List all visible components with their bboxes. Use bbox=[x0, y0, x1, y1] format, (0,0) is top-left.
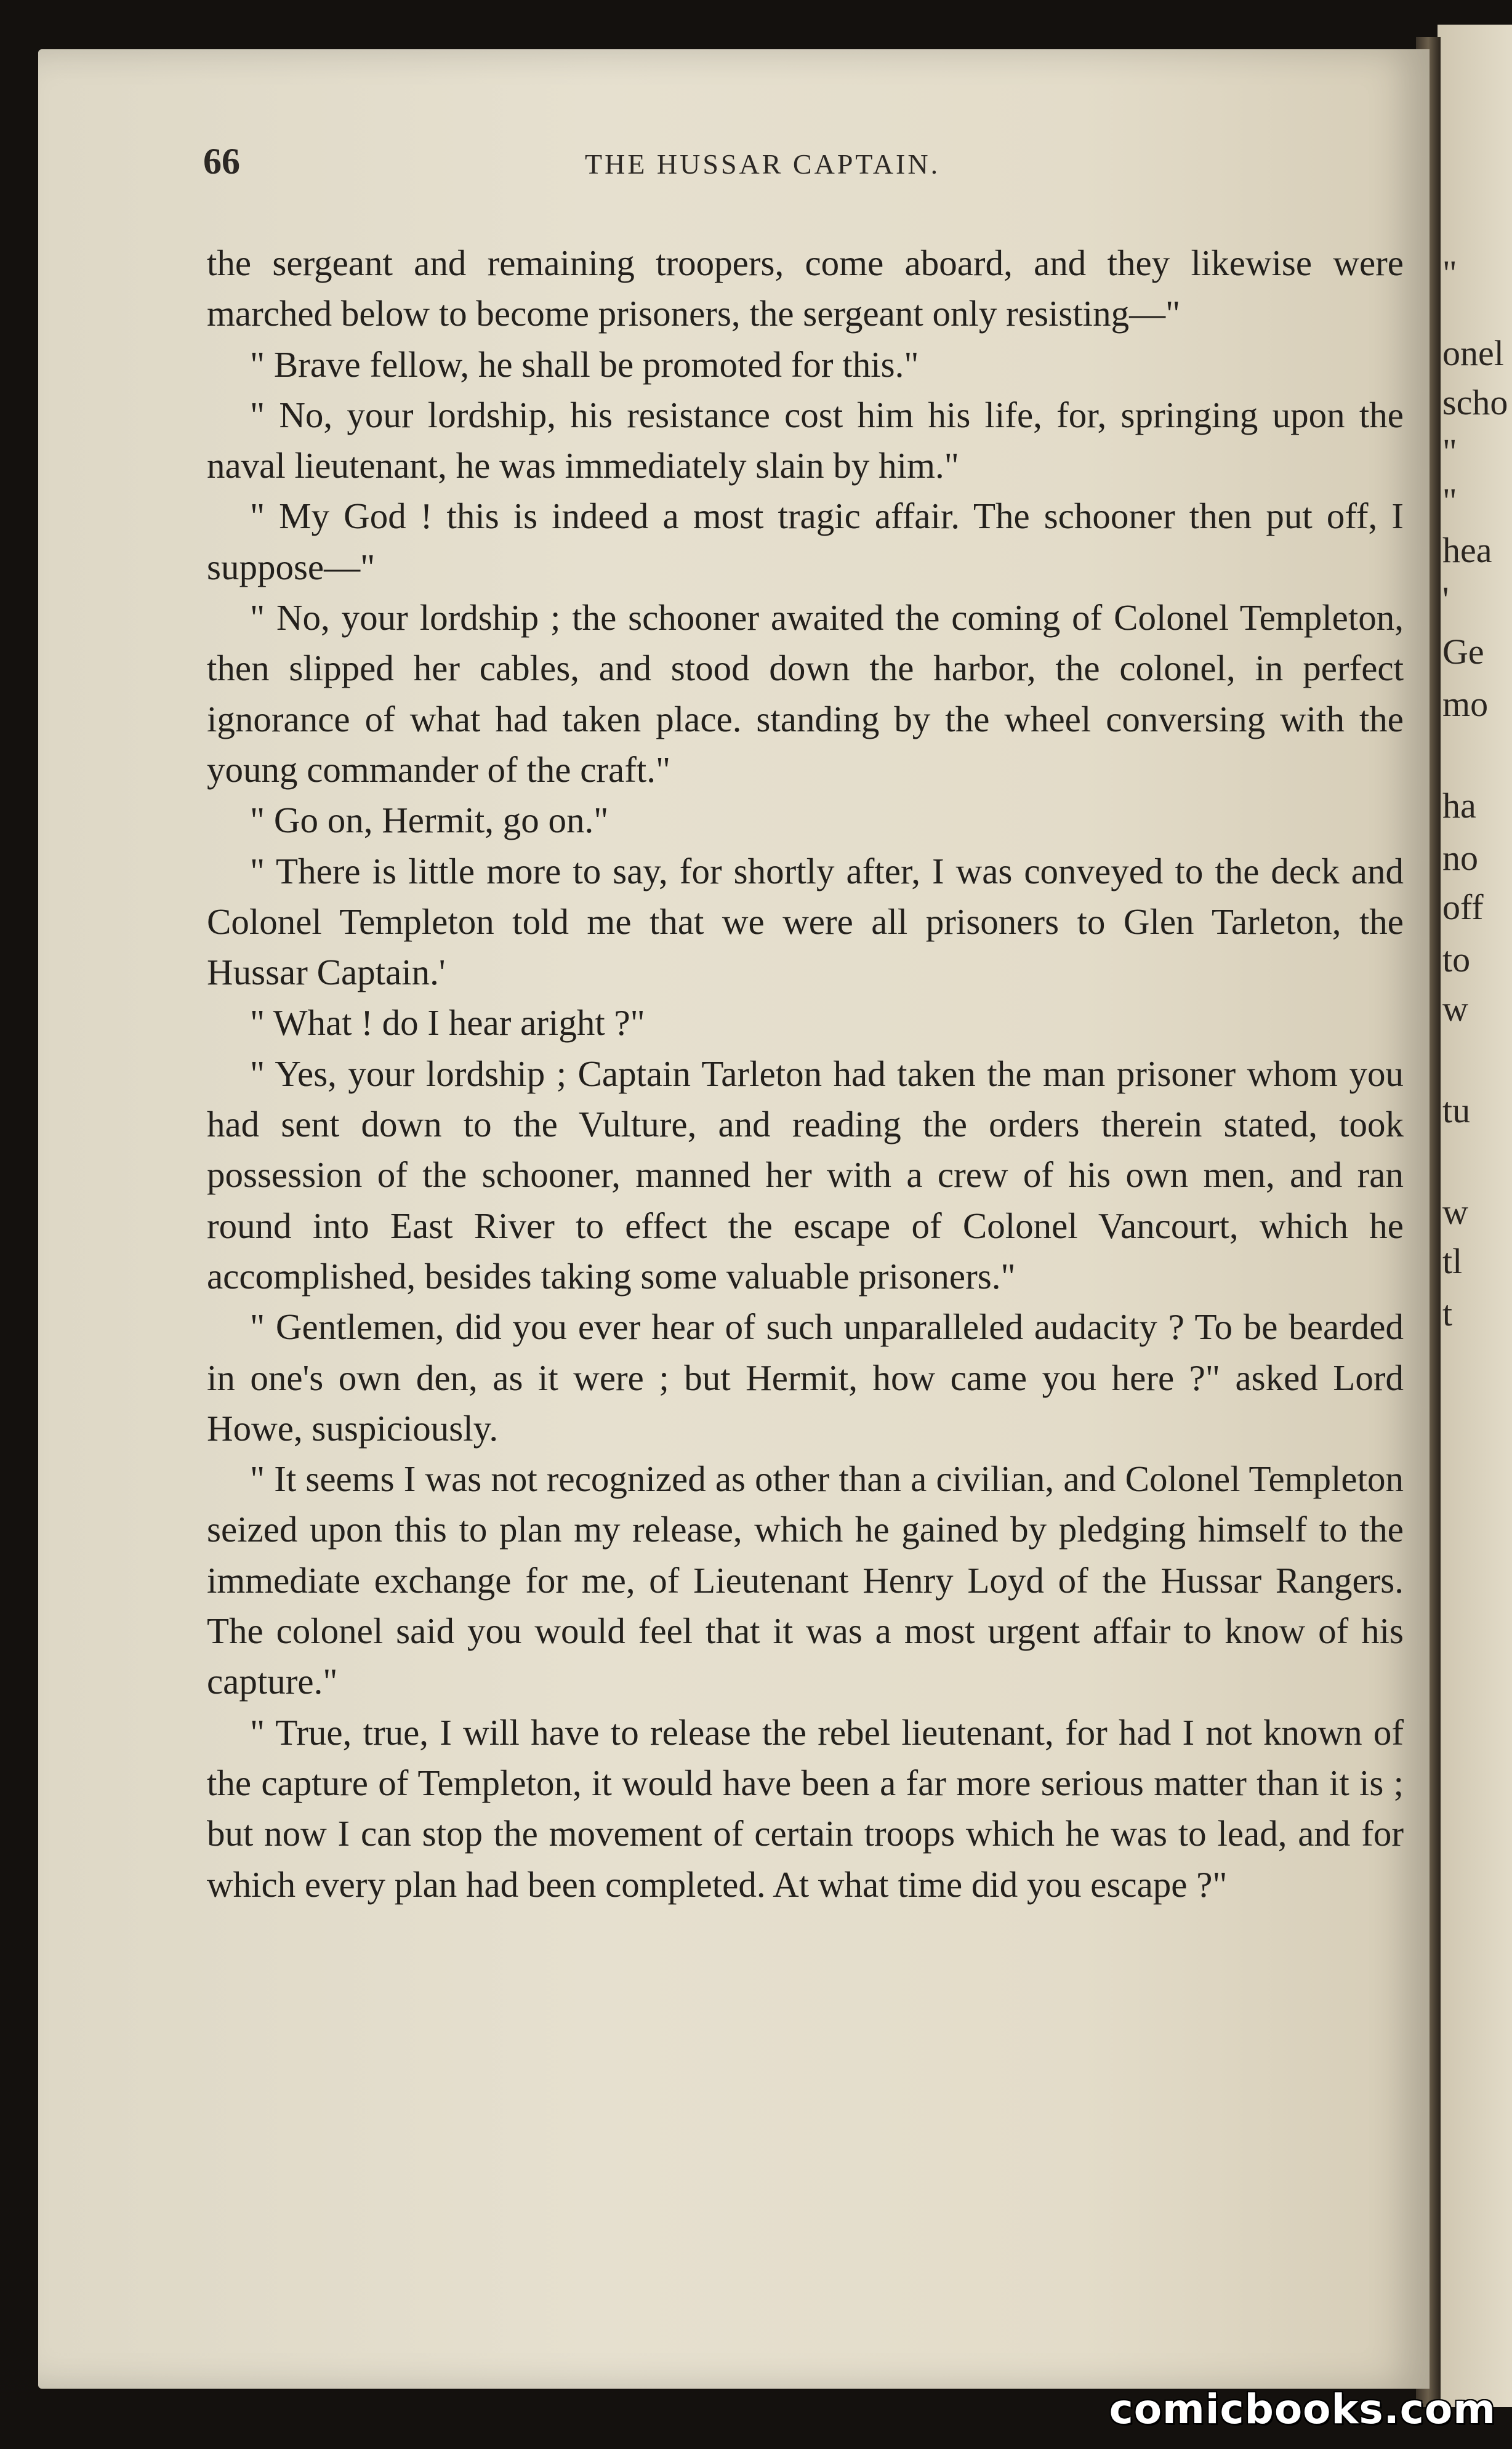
paragraph: " There is little more to say, for shortly after, I was conveyed to the deck and Colonel Templeton told me that we were all prisoners to Glen Tarleton, the Hussar Captain.' bbox=[207, 850, 1404, 993]
facing-page-fragment: mo bbox=[1442, 684, 1489, 724]
facing-page-fragment: tu bbox=[1442, 1090, 1471, 1130]
paragraph: " Brave fellow, he shall be promoted for this." bbox=[250, 344, 919, 385]
facing-page-fragment: " bbox=[1442, 481, 1457, 521]
facing-page-fragment: t bbox=[1442, 1293, 1453, 1333]
facing-page-fragment: " bbox=[1442, 253, 1457, 293]
facing-page-fragment: ha bbox=[1442, 786, 1476, 826]
running-head bbox=[203, 140, 1410, 190]
page-body-text bbox=[207, 238, 1404, 1910]
paragraph: " What ! do I hear aright ?" bbox=[250, 1002, 645, 1044]
facing-page-fragment: no bbox=[1442, 838, 1478, 878]
watermark: comicbooks.com bbox=[1109, 2386, 1496, 2433]
paragraph: " My God ! this is indeed a most tragic affair. The schooner then put off, I suppose—" bbox=[207, 496, 1404, 587]
running-title: THE HUSSAR CAPTAIN. bbox=[585, 148, 941, 180]
page-number: 66 bbox=[203, 141, 240, 182]
facing-page-fragment: w bbox=[1442, 989, 1468, 1029]
paragraph: " True, true, I will have to release the rebel lieutenant, for had I not known of the capture of Templeton, it would have been a far more serious matter than it is ; but now I can stop the movement of certain troops which he was to lead, and for which every plan had been completed. At what time did you escape ?" bbox=[207, 1711, 1404, 1905]
facing-page-fragment: off bbox=[1442, 887, 1484, 927]
paragraph: " Yes, your lordship ; Captain Tarleton had taken the man prisoner whom you had sent down to the Vulture, and reading the orders therein stated, took possession of the schooner, manned her with a crew of his own men, and ran round into East River to effect the escape of Colonel Vancourt, which he accomplished, besides taking some valuable prisoners." bbox=[207, 1053, 1404, 1297]
paragraph: " Go on, Hermit, go on." bbox=[250, 800, 609, 841]
facing-page-fragment: hea bbox=[1442, 530, 1492, 570]
facing-page-fragment: " bbox=[1442, 432, 1457, 472]
facing-page-fragment: to bbox=[1442, 939, 1471, 979]
facing-page-fragment: Ge bbox=[1442, 632, 1484, 672]
paragraph: the sergeant and remaining troopers, come aboard, and they likewise were marched below to become prisoners, the sergeant only resisting—" bbox=[207, 243, 1404, 334]
facing-page-fragment: scho bbox=[1442, 382, 1508, 422]
paragraph: " It seems I was not recognized as other than a civilian, and Colonel Templeton seized upon this to plan my release, which he gained by pledging himself to the immediate exchange for me, of Lieutenant Henry Loyd of the Hussar Rangers. The colonel said you would feel that it was a most urgent affair to know of his capture." bbox=[207, 1458, 1404, 1702]
facing-page-fragment: tl bbox=[1442, 1241, 1463, 1281]
paragraph: " No, your lordship ; the schooner awaited the coming of Colonel Templeton, then slipped her cables, and stood down the harbor, the colonel, in perfect ignorance of what had taken place. standing by the wheel conversing with the young commander of the craft." bbox=[207, 597, 1404, 790]
facing-page-edge bbox=[1438, 25, 1512, 2407]
facing-page-fragment: w bbox=[1442, 1192, 1468, 1232]
paragraph: " No, your lordship, his resistance cost him his life, for, springing upon the naval lieutenant, he was immediately slain by him." bbox=[207, 394, 1404, 486]
facing-page-fragment: onel bbox=[1442, 333, 1504, 373]
facing-page-fragment: ' bbox=[1442, 579, 1449, 619]
paragraph: " Gentlemen, did you ever hear of such unparalleled audacity ? To be bearded in one's own den, as it were ; but Hermit, how came you here ?" asked Lord Howe, suspiciously. bbox=[207, 1306, 1404, 1449]
